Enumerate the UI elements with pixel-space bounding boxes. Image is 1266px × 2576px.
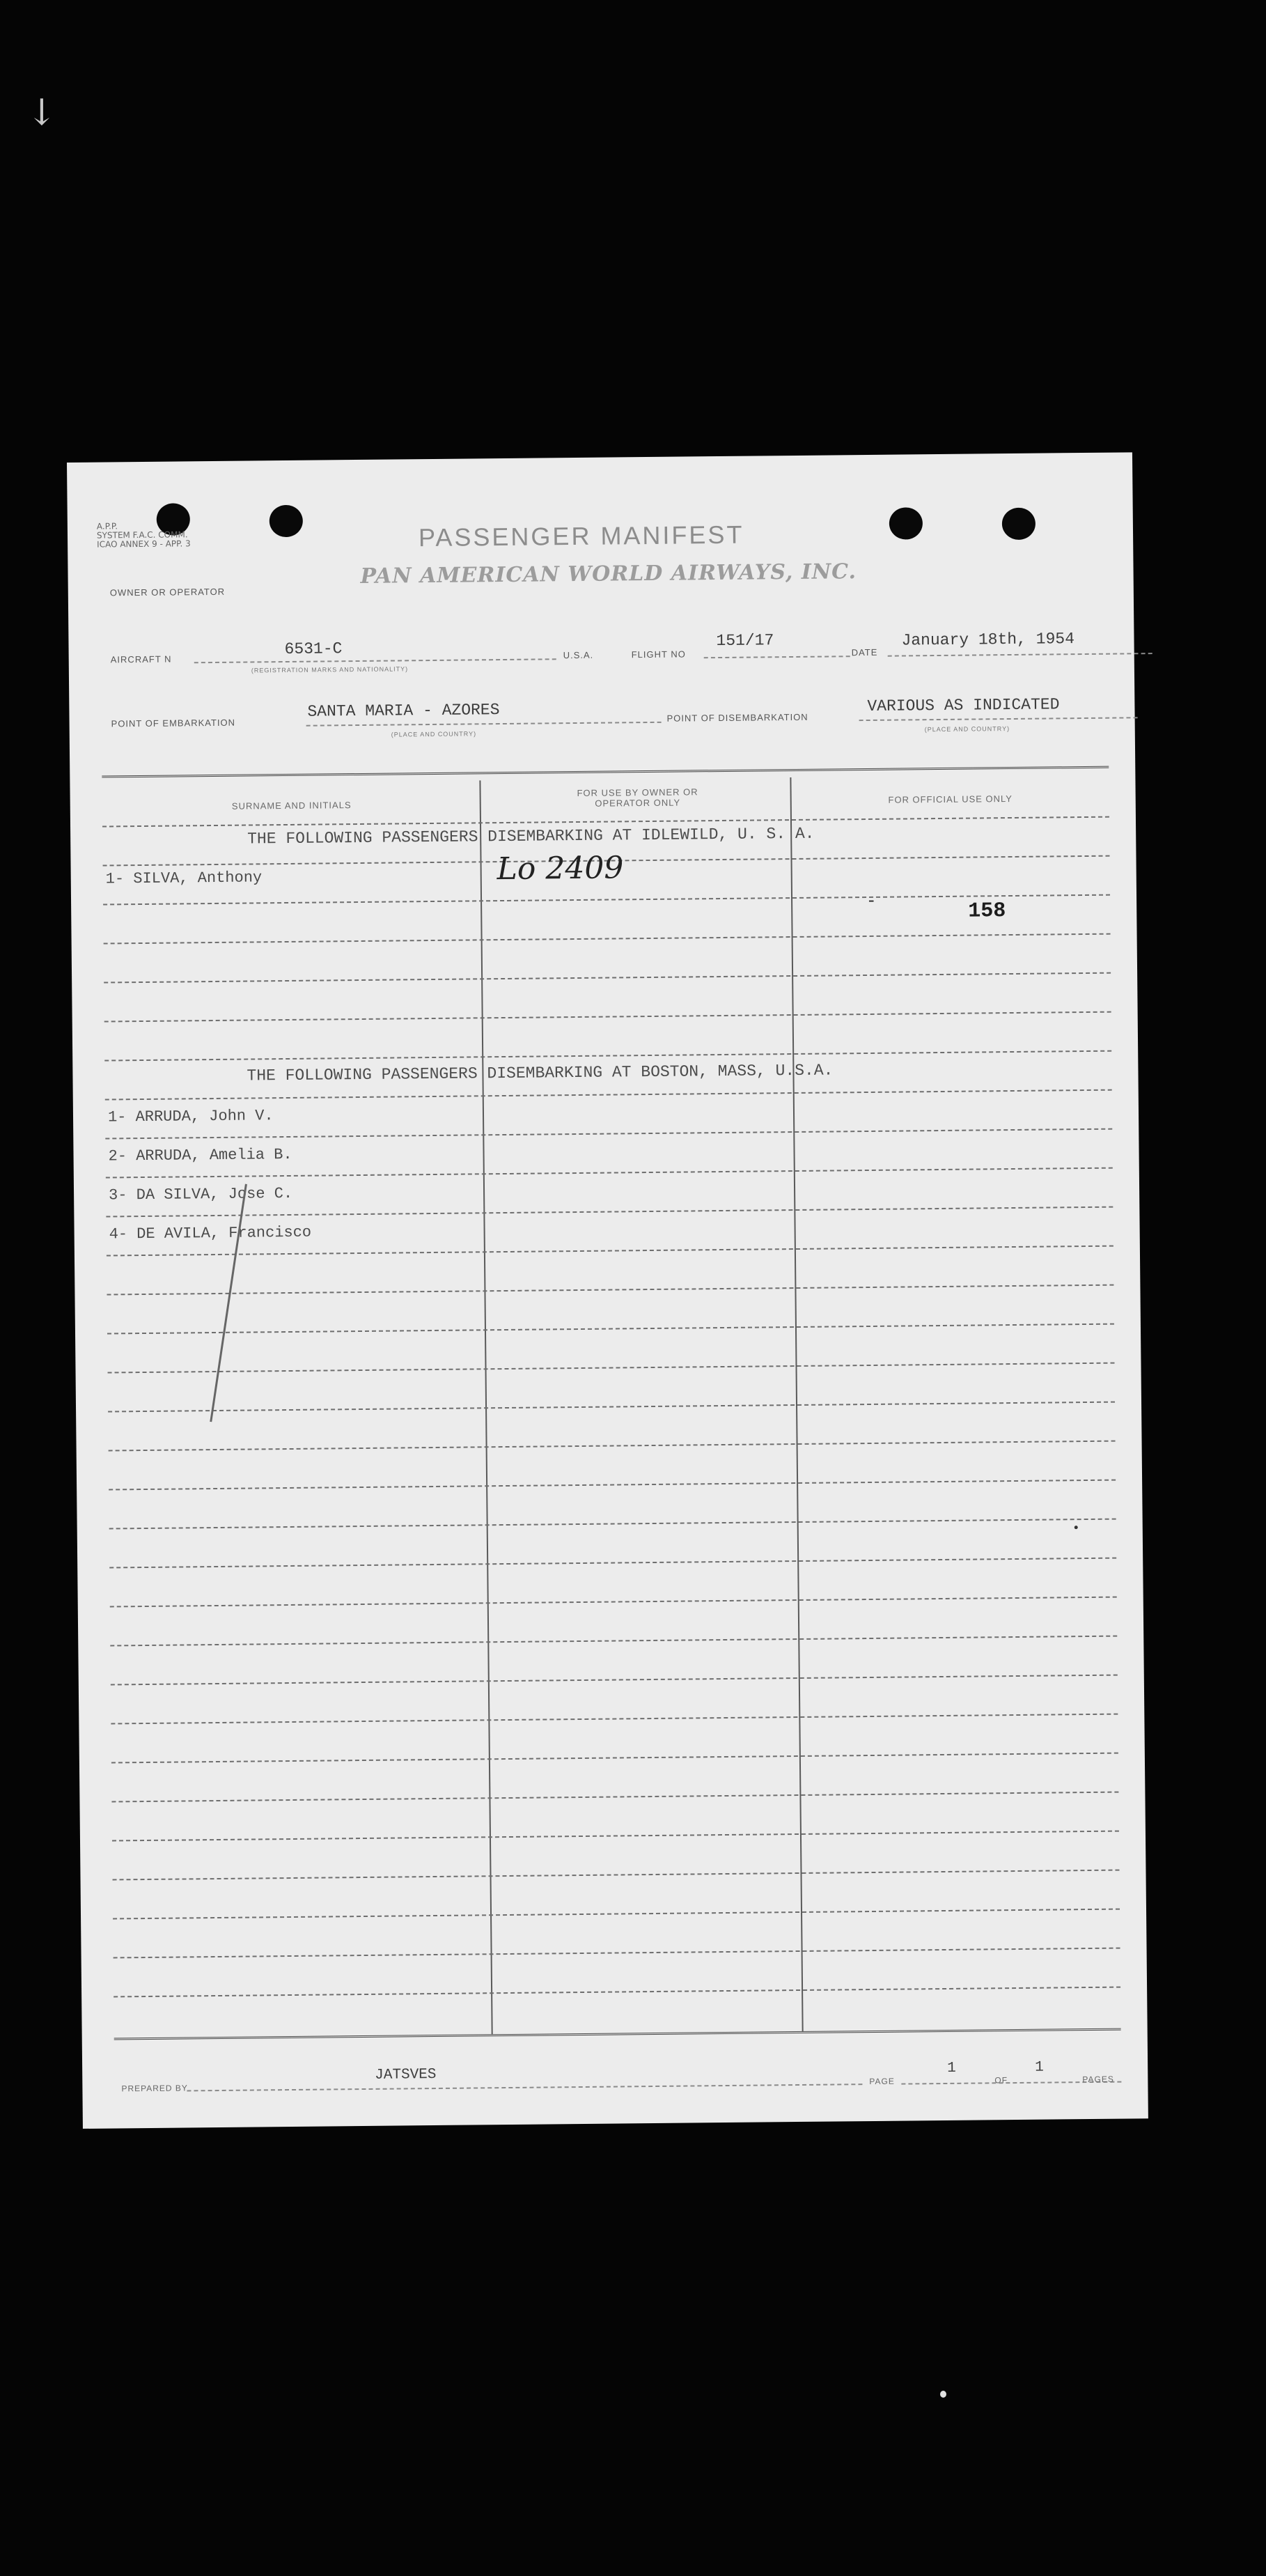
official-dash-mark: - — [866, 892, 877, 912]
prepared-by-value: JATSVES — [375, 2067, 437, 2084]
aircraft-sub-label: (REGISTRATION MARKS AND NATIONALITY) — [251, 665, 409, 674]
passenger-entry: 1- SILVA, Anthony — [105, 869, 263, 888]
table-rule — [104, 1050, 1111, 1062]
aircraft-underline — [194, 658, 556, 663]
table-rule — [104, 972, 1111, 984]
punch-hole-icon — [269, 505, 303, 537]
col-header-surname: SURNAME AND INITIALS — [231, 800, 352, 812]
flight-underline — [704, 655, 850, 658]
table-rule — [104, 1011, 1111, 1023]
punch-hole-icon — [889, 507, 923, 539]
form-ref-line: A.P.P. — [96, 521, 118, 532]
flight-label: FLIGHT NO — [631, 649, 686, 660]
table-rule — [109, 1441, 1116, 1452]
embarkation-label: POINT OF EMBARKATION — [111, 717, 236, 729]
disembarkation-sub-label: (PLACE AND COUNTRY) — [924, 725, 1010, 734]
passenger-entry: 4- DE AVILA, Francisco — [109, 1223, 312, 1243]
pages-label: PAGES — [1082, 2074, 1114, 2085]
table-rule — [112, 1831, 1119, 1842]
date-label: DATE — [851, 646, 878, 658]
table-rule — [110, 1636, 1117, 1647]
table-rule — [111, 1675, 1118, 1686]
punch-hole-icon — [1002, 508, 1036, 540]
dust-speck — [940, 2391, 946, 2398]
table-rule — [113, 1909, 1120, 1920]
table-rule — [109, 1558, 1116, 1569]
table-rule — [108, 1363, 1115, 1374]
passenger-entry: 1- ARRUDA, John V. — [107, 1107, 274, 1126]
table-rule — [105, 1128, 1112, 1140]
section-heading-boston: THE FOLLOWING PASSENGERS DISEMBARKING AT BOSTON, MASS, U.S.A. — [247, 1061, 834, 1085]
table-rule — [111, 1753, 1118, 1764]
table-rule — [107, 1285, 1113, 1296]
table-rule — [110, 1597, 1117, 1608]
aircraft-label: AIRCRAFT N — [110, 653, 172, 665]
page-label: PAGE — [869, 2076, 895, 2087]
table-rule — [106, 1206, 1113, 1218]
carrier-name: PAN AMERICAN WORLD AIRWAYS, INC. — [360, 559, 857, 589]
passenger-entry: 3- DA SILVA, Jose C. — [108, 1184, 293, 1204]
prepared-by-underline — [187, 2084, 862, 2091]
table-rule — [114, 1948, 1120, 1959]
table-rule — [105, 1089, 1112, 1101]
embarkation-value: SANTA MARIA - AZORES — [307, 701, 500, 721]
section-heading-idlewild: THE FOLLOWING PASSENGERS DISEMBARKING AT IDLEWILD, U. S. A. — [247, 824, 815, 848]
table-rule — [111, 1714, 1118, 1725]
table-rule — [107, 1246, 1113, 1257]
disembarkation-label: POINT OF DISEMBARKATION — [666, 711, 808, 724]
disembarkation-underline — [859, 717, 1138, 721]
owner-label: OWNER OR OPERATOR — [109, 586, 226, 598]
table-rule — [102, 816, 1109, 828]
table-rule — [107, 1324, 1114, 1335]
embarkation-sub-label: (PLACE AND COUNTRY) — [391, 730, 477, 738]
form-ref-line: ICAO ANNEX 9 - APP. 3 — [97, 538, 191, 550]
of-label: OF — [994, 2075, 1008, 2086]
prepared-by-label: PREPARED BY — [121, 2083, 188, 2094]
table-rule — [108, 1402, 1115, 1413]
manifest-sheet — [67, 452, 1148, 2129]
form-ref-line: SYSTEM F.A.C. COMM. — [96, 529, 188, 541]
ink-dot — [1074, 1526, 1078, 1529]
handwritten-note: Lo 2409 — [497, 850, 624, 887]
aircraft-value: 6531-C — [284, 639, 343, 659]
passenger-entry: 2- ARRUDA, Amelia B. — [108, 1145, 292, 1165]
flight-value: 151/17 — [716, 631, 774, 651]
col-header-official: FOR OFFICIAL USE ONLY — [888, 793, 1013, 805]
table-rule — [104, 933, 1111, 945]
corner-pencil-mark: ↓ — [26, 92, 57, 134]
table-rule — [113, 1870, 1120, 1881]
official-number: 158 — [968, 899, 1006, 924]
col-header-owner: FOR USE BY OWNER OR OPERATOR ONLY — [577, 786, 698, 809]
date-underline — [888, 653, 1152, 657]
embarkation-underline — [306, 722, 662, 727]
table-rule — [109, 1480, 1116, 1491]
table-rule — [103, 894, 1110, 906]
date-value: January 18th, 1954 — [901, 630, 1075, 650]
table-rule — [114, 1987, 1120, 1998]
total-pages: 1 — [1035, 2059, 1044, 2076]
table-bottom-rule — [114, 2028, 1121, 2042]
table-rule — [111, 1792, 1118, 1803]
page-number: 1 — [947, 2060, 956, 2077]
usa-label: U.S.A. — [563, 649, 594, 661]
table-rule — [106, 1167, 1113, 1179]
disembarkation-value: VARIOUS AS INDICATED — [867, 695, 1060, 715]
table-top-rule — [102, 766, 1109, 780]
pen-stroke — [210, 1184, 247, 1422]
form-reference — [97, 521, 191, 549]
table-rule — [109, 1519, 1116, 1530]
form-title: PASSENGER MANIFEST — [418, 520, 744, 552]
